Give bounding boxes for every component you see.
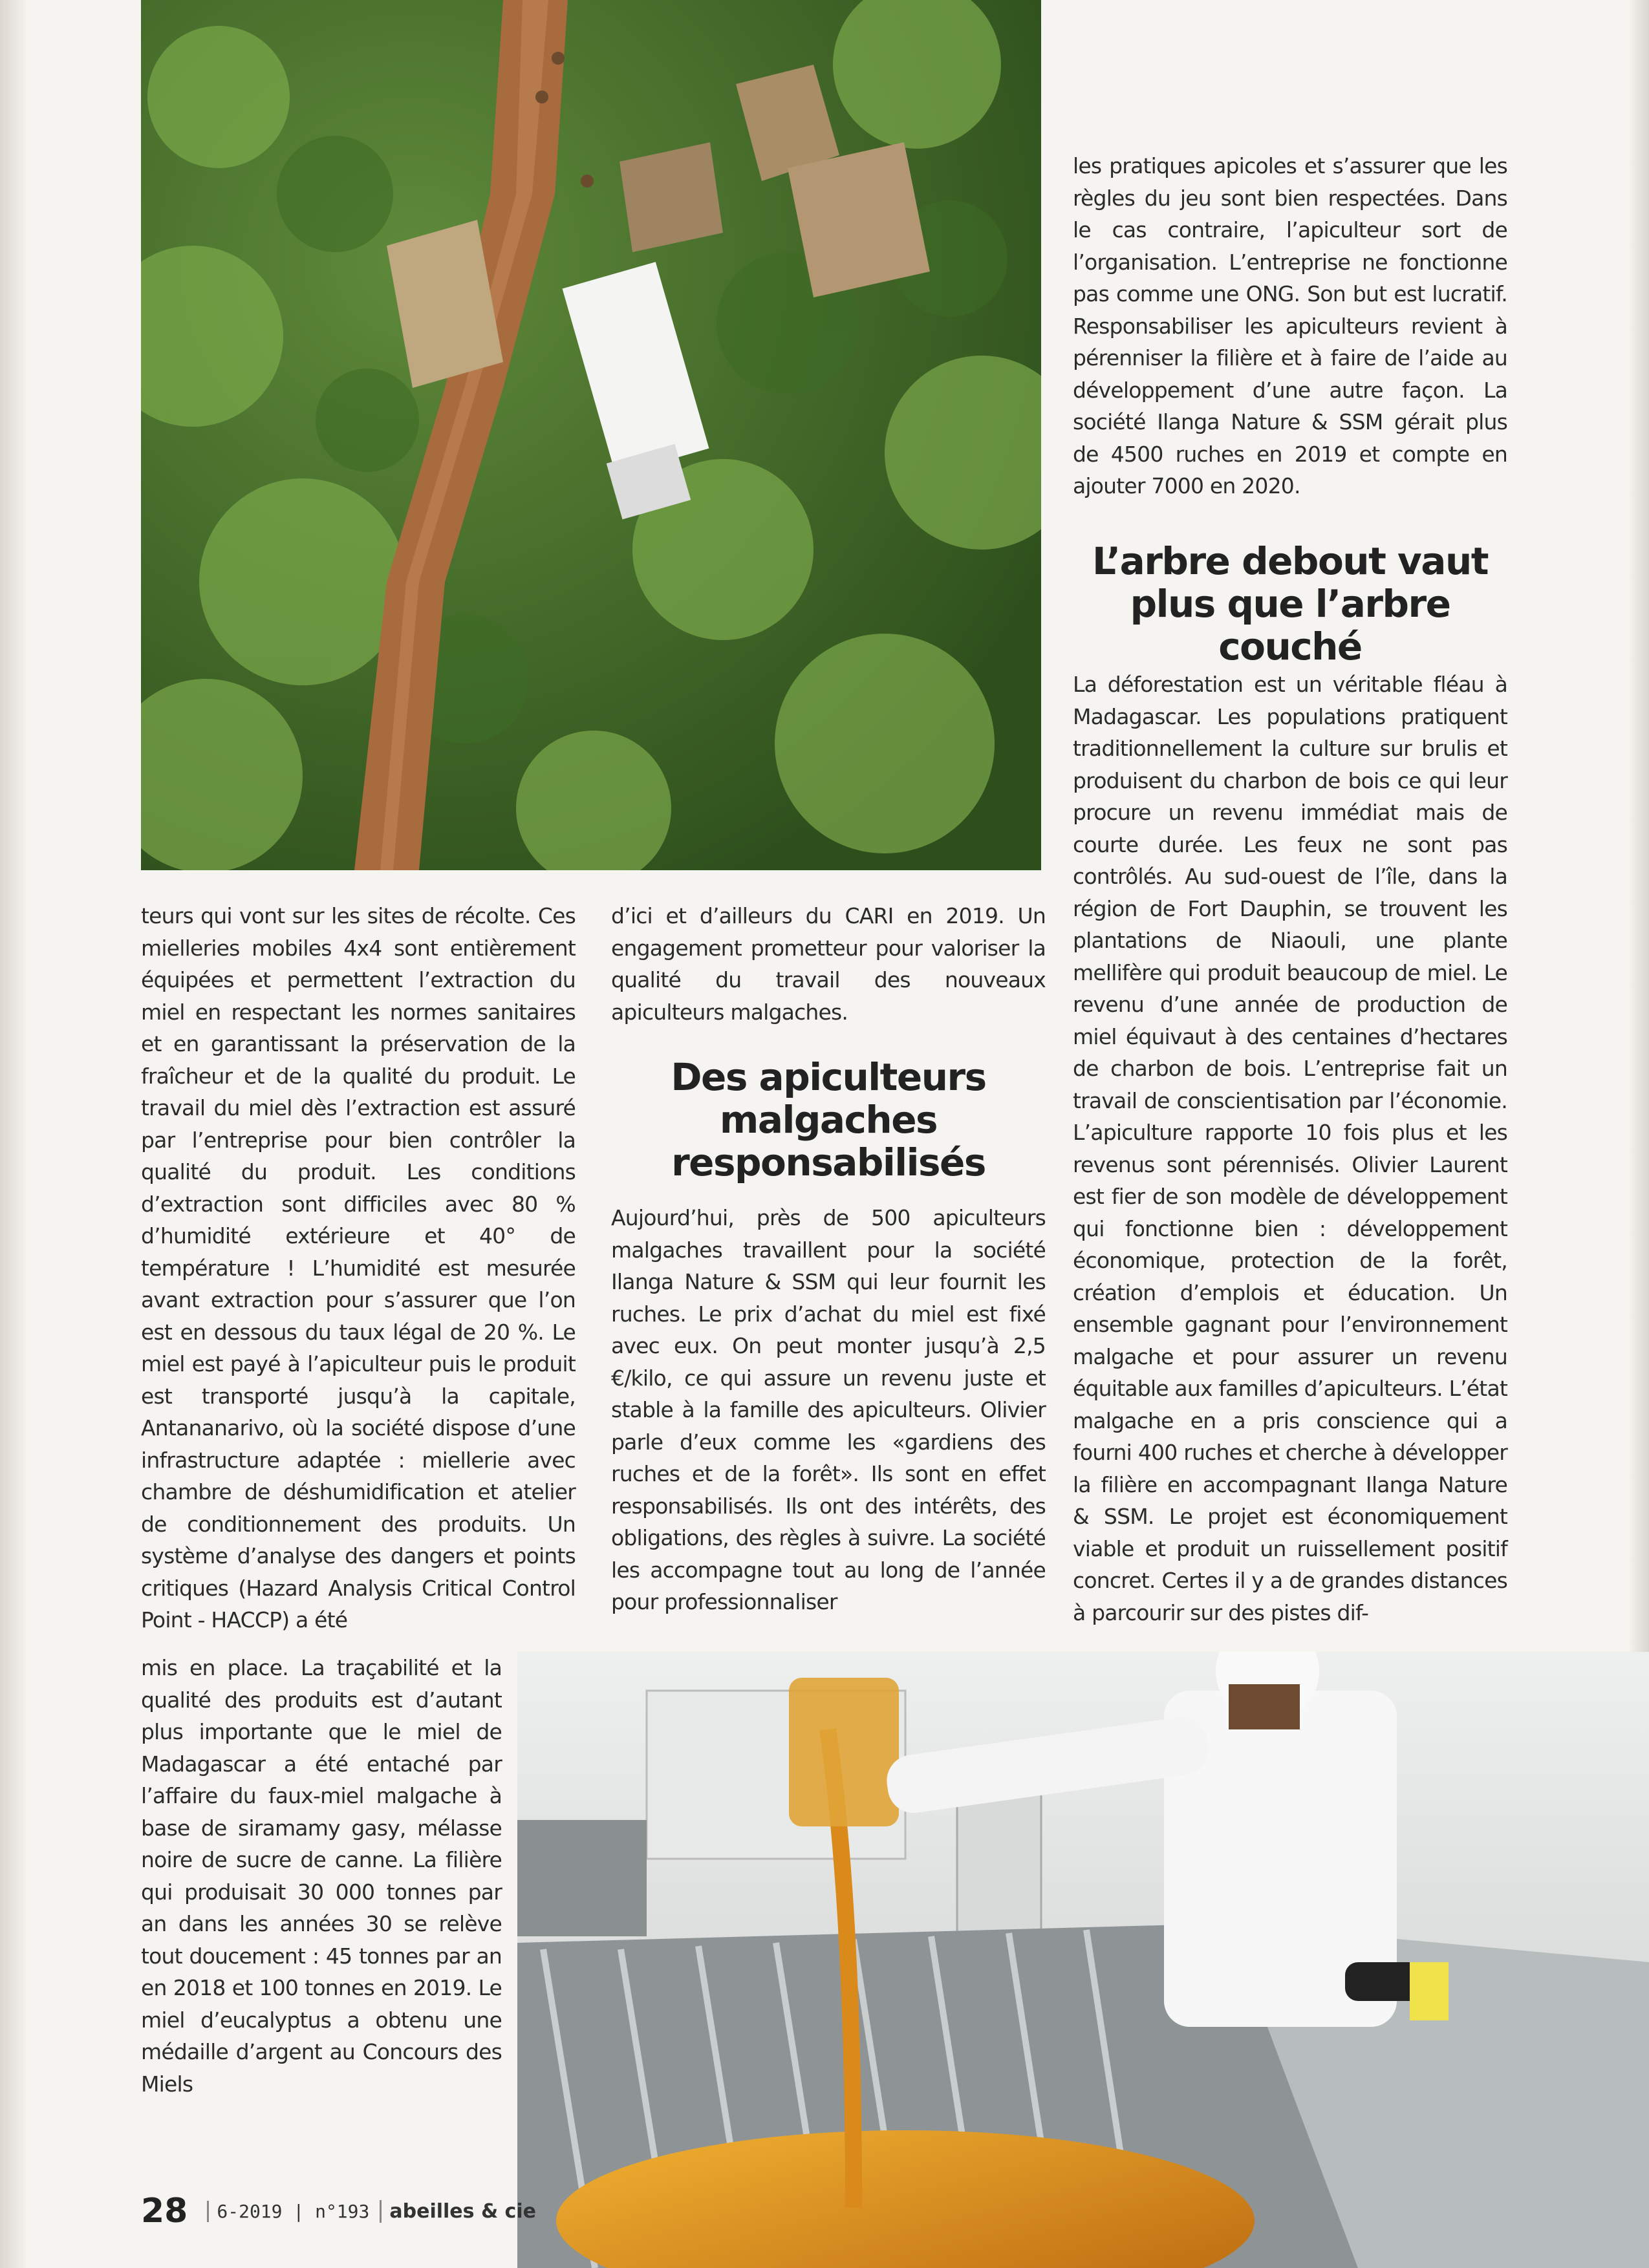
paragraph: Aujourd’hui, près de 500 apiculteurs malgaches travaillent pour la société Ilanga Nature & SSM qui leur fournit les ruches. Le prix d’achat du miel est fixé avec eux. On peut monter jusqu’à 2,5 €/kilo, ce qui assure un revenu juste et stable à la famille des apiculteurs. Olivier parle d’eux comme les «gardiens des ruches et de la forêt». Ils sont en effet responsabilisés. Ils ont des intérêts, des obligations, des règles à suivre. La société les accompagne tout au long de l’année pour professionnaliser xyxy=(611,1205,1046,1614)
magazine-name: abeilles & cie xyxy=(380,2200,536,2223)
issue-info: 6-2019 | n°193 xyxy=(207,2201,369,2222)
paragraph: teurs qui vont sur les sites de récolte. Ces mielleries mobiles 4x4 sont entièrement équipées et permettent l’extraction du miel en respectant les normes sanitaires et en garantissant la préservation de la fraîcheur et de la qualité du produit. Le travail du miel dès l’extraction est assuré par l’entreprise pour bien contrôler la qualité du produit. Les conditions d’extraction sont difficiles avec 80 % d’humidité extérieure et 40° de température ! L’humidité est mesurée avant extraction pour s’assurer que l’on est en dessous du taux légal de 20 %. Le miel est payé à l’apiculteur puis le produit est transporté jusqu’à la capitale, Antananarivo, où la société dispose d’une infrastructure adaptée : miellerie avec chambre de déshumidification et atelier de conditionnement des produits. Un système d’analyse des dangers et points critiques (Hazard Analysis Critical Control Point - HACCP) a été xyxy=(141,903,576,1632)
article-column-left xyxy=(141,900,576,1636)
section-heading-apiculteurs: Des apiculteurs malgaches responsabilisés xyxy=(671,1055,986,1184)
article-column-middle-body xyxy=(611,1202,1046,1618)
honey-processing-photo xyxy=(517,1652,1649,2268)
honey-processing-graphic xyxy=(517,1652,1649,2268)
article-column-right-body xyxy=(1073,669,1507,1629)
article-column-right-intro xyxy=(1073,150,1507,502)
page-number: 28 xyxy=(141,2192,188,2231)
page-footer xyxy=(141,2192,536,2231)
aerial-photo-graphic xyxy=(141,0,1041,870)
article-column-left-continued xyxy=(141,1652,502,2100)
aerial-photo xyxy=(141,0,1041,870)
section-heading-arbre: L’arbre debout vaut plus que l’arbre couché xyxy=(1092,539,1488,669)
paragraph: mis en place. La traçabilité et la qualité des produits est d’autant plus importante que le miel de Madagascar a été entaché par l’affaire du faux-miel malgache à base de siramamy gasy, mélasse noire de sucre de canne. La filière qui produisait 30 000 tonnes par an dans les années 30 se relève tout doucement : 45 tonnes par an en 2018 et 100 tonnes en 2019. Le miel d’eucalyptus a obtenu une médaille d’argent au Concours des Miels xyxy=(141,1655,502,2097)
scan-shadow-left xyxy=(0,0,26,2268)
paragraph: les pratiques apicoles et s’assurer que les règles du jeu sont bien respectées. Dans le cas contraire, l’apiculteur sort de l’organisation. L’entreprise ne fonctionne pas comme une ONG. Son but est lucratif. Responsabiliser les apiculteurs revient à pérenniser la filière et à faire de l’aide au développement d’une autre façon. La société Ilanga Nature & SSM gérait plus de 4500 ruches en 2019 et compte en ajouter 7000 en 2020. xyxy=(1073,153,1507,498)
article-column-middle-intro xyxy=(611,900,1046,1028)
paragraph: d’ici et d’ailleurs du CARI en 2019. Un engagement prometteur pour valoriser la qualité du travail des nouveaux apiculteurs malgaches. xyxy=(611,903,1046,1025)
paragraph: La déforestation est un véritable fléau à Madagascar. Les populations pratiquent traditionnellement la culture sur brulis et produisent du charbon de bois ce qui leur procure un revenu immédiat mais de courte durée. Les feux ne sont pas contrôlés. Au sud-ouest de l’île, dans la région de Fort Dauphin, se trouvent les plantations de Niaouli, une plante mellifère qui produit beaucoup de miel. Le revenu d’une année de production de miel équivaut à des centaines d’hectares de charbon de bois. L’entreprise fait un travail de conscientisation par l’économie. L’apiculture rapporte 10 fois plus et les revenus sont pérennisés. Olivier Laurent est fier de son modèle de développement qui fonctionne bien : développement économique, protection de la forêt, création d’emplois et éducation. Un ensemble gagnant pour l’environnement malgache et pour assurer un revenu équitable aux familles d’apiculteurs. L’état malgache en a pris conscience qui a fourni 400 ruches et cherche à développer la filière en accompagnant Ilanga Nature & SSM. Le projet est économiquement viable et produit un ruissellement positif concret. Certes il y a de grandes distances à parcourir sur des pistes dif- xyxy=(1073,672,1508,1625)
